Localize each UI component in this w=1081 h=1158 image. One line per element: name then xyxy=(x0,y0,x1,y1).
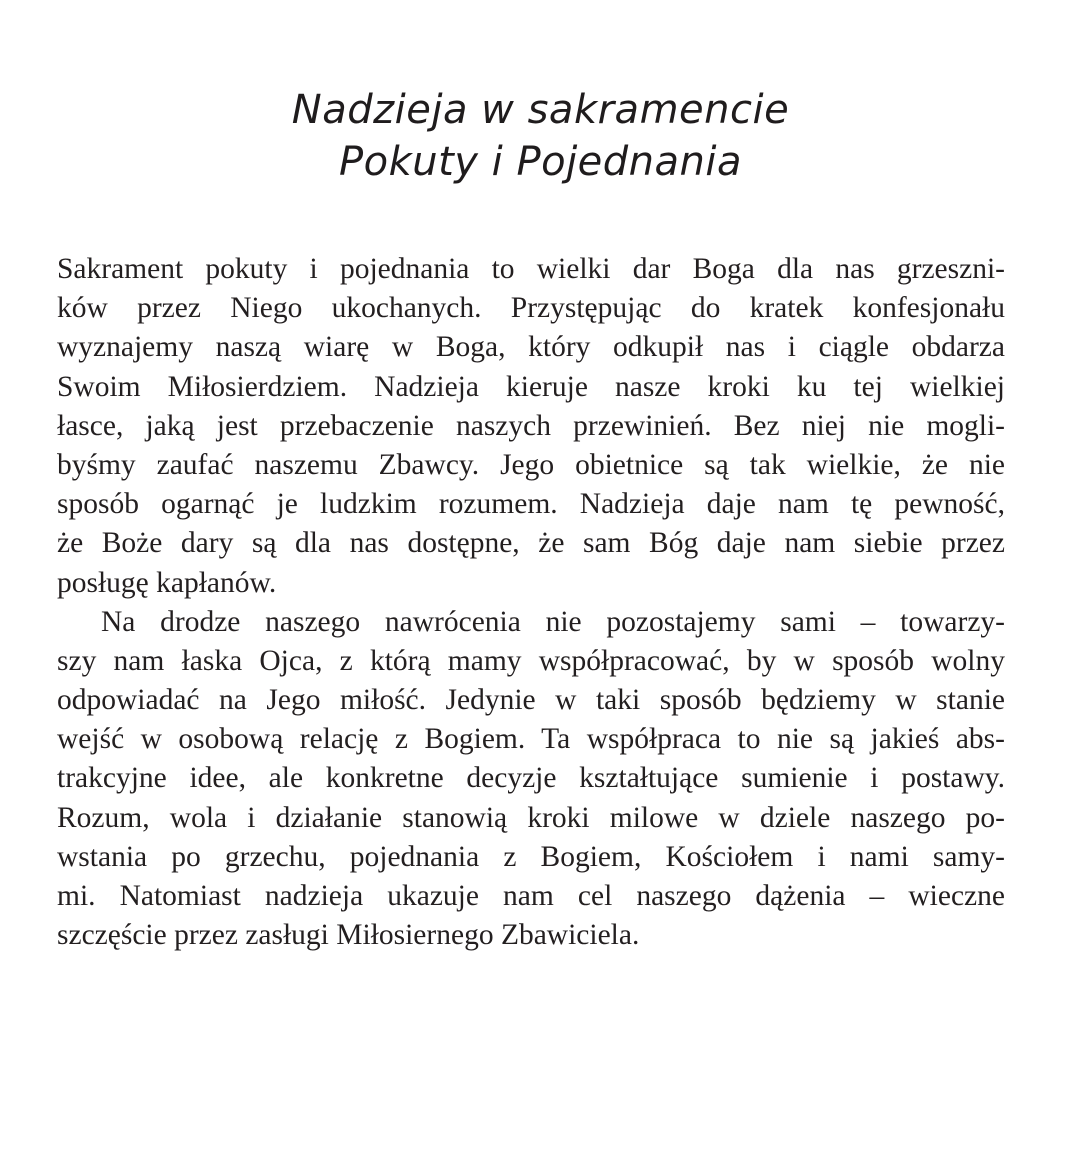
paragraph-2 xyxy=(57,603,1005,956)
text-line: Rozum, wola i działanie stanowią kroki milowe w dziele naszego po- xyxy=(57,801,1005,834)
text-line: trakcyjne idee, ale konkretne decyzje kształtujące sumienie i postawy. xyxy=(57,762,1005,795)
text-line: mi. Natomiast nadzieja ukazuje nam cel naszego dążenia – wieczne xyxy=(57,880,1005,912)
text-line: sposób ogarnąć je ludzkim rozumem. Nadzieja daje nam tę pewność, xyxy=(57,488,1005,521)
text-line: odpowiadać na Jego miłość. Jedynie w taki sposób będziemy w stanie xyxy=(57,684,1005,717)
text-line: wyznajemy naszą wiarę w Boga, który odkupił nas i ciągle obdarza xyxy=(57,331,1005,364)
chapter-title-line-2: Pokuty i Pojednania xyxy=(338,139,743,185)
text-line: wejść w osobową relację z Bogiem. Ta współpraca to nie są jakieś abs- xyxy=(57,723,1005,756)
text-line: posługę kapłanów. xyxy=(57,566,277,599)
text-line: że Boże dary są dla nas dostępne, że sam Bóg daje nam siebie przez xyxy=(57,527,1005,560)
text-line: szy nam łaska Ojca, z którą mamy współpracować, by w sposób wolny xyxy=(57,644,1005,677)
text-line: byśmy zaufać naszemu Zbawcy. Jego obietnice są tak wielkie, że nie xyxy=(57,448,1005,481)
text-line: szczęście przez zasługi Miłosiernego Zbawiciela. xyxy=(57,919,640,952)
text-line: Na drodze naszego nawrócenia nie pozostajemy sami – towarzy- xyxy=(101,605,1005,638)
chapter-title-line-1: Nadzieja w sakramencie xyxy=(291,87,790,133)
body-text xyxy=(57,250,1005,955)
text-line: Swoim Miłosierdziem. Nadzieja kieruje nasze kroki ku tej wielkiej xyxy=(57,370,1005,403)
chapter-title xyxy=(0,84,1081,188)
text-line: wstania po grzechu, pojednania z Bogiem, Kościołem i nami samy- xyxy=(57,840,1005,873)
text-line: Sakrament pokuty i pojednania to wielki dar Boga dla nas grzeszni- xyxy=(57,253,1005,285)
text-line: ków przez Niego ukochanych. Przystępując do kratek konfesjonału xyxy=(57,292,1005,325)
paragraph-1 xyxy=(57,250,1005,603)
text-line: łasce, jaką jest przebaczenie naszych przewinień. Bez niej nie mogli- xyxy=(57,409,1005,442)
